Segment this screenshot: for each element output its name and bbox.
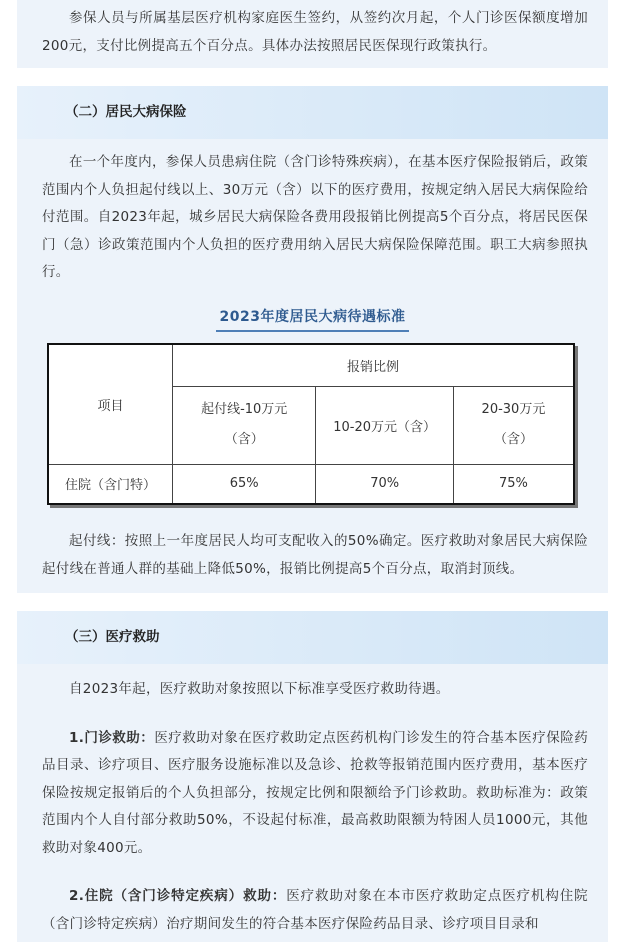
table-header-row [48, 344, 574, 386]
inpatient-aid-text: 医疗救助对象在本市医疗救助定点医疗机构住院（含门诊特定疾病）治疗期间发生的符合基本医疗保险药品目录、诊疗项目目录和 [42, 888, 588, 932]
table-cell-rate-1: 65% [172, 464, 315, 504]
outpatient-aid-paragraph [17, 725, 608, 863]
range-3-line1: 20-30万元 [481, 402, 546, 417]
section-heading-text: （三）医疗救助 [65, 629, 160, 645]
medical-aid-intro: 自2023年起，医疗救助对象按照以下标准享受医疗救助待遇。 [69, 681, 450, 697]
range-1-line1: 起付线-10万元 [201, 402, 288, 417]
range-1-line2: （含） [224, 432, 264, 447]
table-col-range-3 [453, 386, 574, 464]
table-cell-rate-2: 70% [316, 464, 453, 504]
intro-paragraph: 参保人员与所属基层医疗机构家庭医生签约，从签约次月起，个人门诊医保额度增加200元，支付比例提高五个百分点。具体办法按照居民医保现行政策执行。 [42, 10, 588, 54]
table-row [48, 464, 574, 504]
range-3-line2: （含） [493, 432, 533, 447]
inpatient-aid-label: 2.住院（含门诊特定疾病）救助： [69, 888, 287, 904]
table-col-range-2 [316, 386, 453, 464]
critical-illness-paragraph: 在一个年度内，参保人员患病住院（含门诊特殊疾病），在基本医疗保险报销后，政策范围内个人负担起付线以上、30万元（含）以下的医疗费用，按规定纳入居民大病保险给付范围。自2023年起，城乡居民大病保险各费用段报销比例提高5个百分点，将居民医保门（急）诊政策范围内个人负担的医疗费用纳入居民大病保险保障范围。职工大病参照执行。 [42, 154, 588, 280]
inpatient-aid-paragraph [17, 883, 608, 938]
table-title [0, 306, 625, 332]
table-cell-rate-3: 75% [453, 464, 574, 504]
table-group-header: 报销比例 [172, 344, 574, 386]
table-title-text: 2023年度居民大病待遇标准 [216, 306, 410, 332]
table-col-range-1 [172, 386, 315, 464]
table-row-label: 住院（含门特） [48, 464, 172, 504]
outpatient-aid-text: 医疗救助对象在医疗救助定点医药机构门诊发生的符合基本医疗保险药品目录、诊疗项目、医疗服务设施标准以及急诊、抢救等报销范围内医疗费用，基本医疗保险按规定报销后的个人负担部分，按规定比例和限额给予门诊救助。救助标准为：政策范围内个人自付部分救助50%，不设起付标准，最高救助限额为特困人员1000元，其他救助对象400元。 [42, 729, 588, 856]
deductible-note: 起付线：按照上一年度居民人均可支配收入的50%确定。医疗救助对象居民大病保险起付线在普通人群的基础上降低50%，报销比例提高5个百分点，取消封顶线。 [42, 533, 588, 577]
intro-card [17, 0, 608, 68]
table-item-header: 项目 [48, 344, 172, 464]
medical-aid-card [17, 664, 608, 942]
benefit-table [47, 343, 575, 505]
section-heading-medical-aid [17, 611, 608, 664]
outpatient-aid-label: 1.门诊救助： [69, 729, 155, 746]
section-heading-critical-illness [17, 86, 608, 139]
section-heading-text: （二）居民大病保险 [65, 104, 187, 120]
range-2-label: 10-20万元（含） [333, 419, 437, 435]
